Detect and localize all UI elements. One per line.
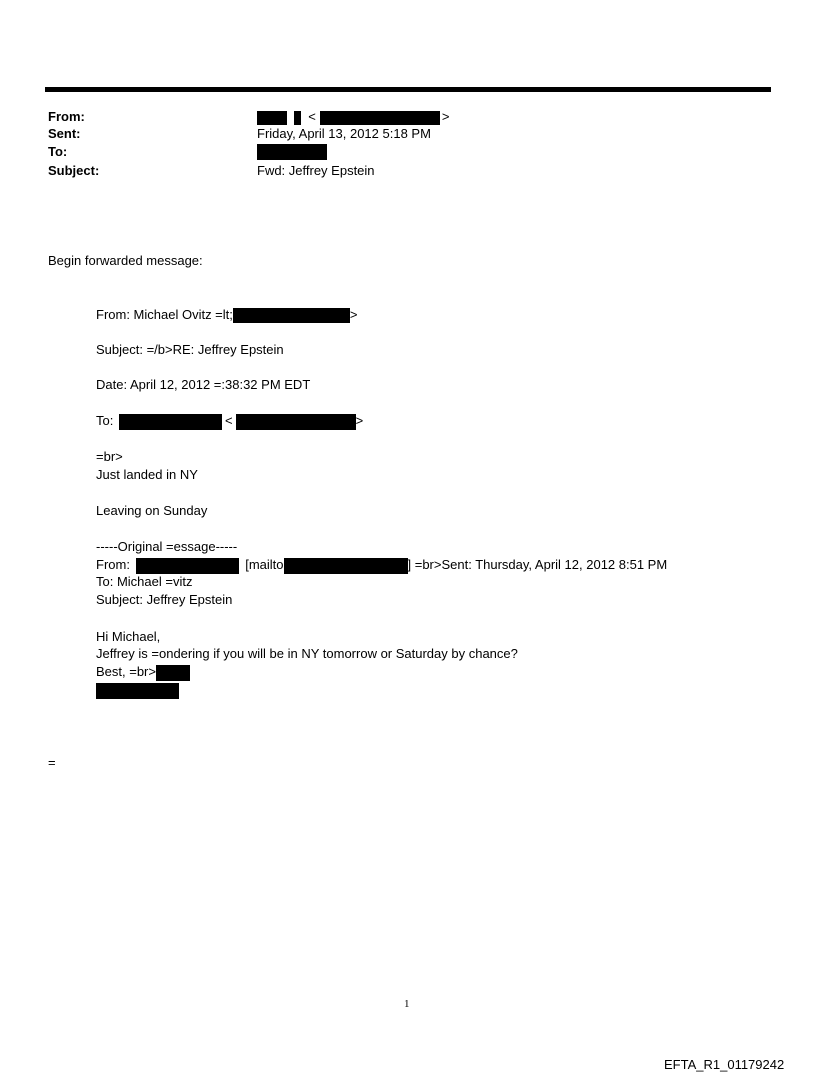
trailing-char: =: [48, 755, 56, 770]
redaction-block: [294, 111, 301, 125]
page-number: 1: [404, 998, 410, 1010]
from-lt: <: [308, 109, 316, 124]
from-gt: >: [441, 109, 450, 124]
header-rule: [45, 87, 771, 92]
from-label: From:: [48, 109, 85, 124]
fwd-to-gt: >: [355, 413, 364, 428]
orig-from-prefix: From:: [96, 557, 130, 572]
orig-from-line: [96, 557, 667, 574]
redaction-block: [96, 683, 179, 699]
closing-text: Best, =br>: [96, 664, 156, 679]
subject-value: Fwd: Jeffrey Epstein: [257, 163, 375, 178]
orig-mailto: [mailto: [245, 557, 284, 572]
sent-label: Sent:: [48, 126, 81, 141]
orig-to-line: To: Michael =vitz: [96, 574, 193, 589]
redaction-block: [119, 414, 222, 430]
redaction-block: [284, 558, 408, 574]
fwd-from-line: [96, 307, 357, 323]
to-value: [257, 143, 327, 160]
fwd-to-prefix: To:: [96, 413, 114, 428]
original-message-header: -----Original =essage-----: [96, 539, 238, 554]
redaction-block: [136, 558, 239, 574]
redaction-block: [257, 144, 327, 160]
fwd-subject-line: Subject: =/b>RE: Jeffrey Epstein: [96, 342, 284, 357]
sent-value: Friday, April 13, 2012 5:18 PM: [257, 126, 431, 141]
bates-number: EFTA_R1_01179242: [664, 1057, 785, 1072]
from-value: [257, 109, 449, 125]
redaction-block: [236, 414, 356, 430]
reply-line-2: Leaving on Sunday: [96, 503, 208, 518]
orig-subject-line: Subject: Jeffrey Epstein: [96, 592, 233, 607]
reply-line-1: Just landed in NY: [96, 467, 198, 482]
redaction-block: [233, 308, 350, 323]
greeting-line: Hi Michael,: [96, 629, 161, 644]
fwd-from-prefix: From: Michael Ovitz =lt;: [96, 307, 233, 322]
fwd-to-line: [96, 413, 363, 430]
closing-line: [96, 664, 190, 681]
message-line: Jeffrey is =ondering if you will be in NY tomorrow or Saturday by chance?: [96, 646, 518, 661]
redaction-block: [320, 111, 440, 125]
br-line: =br>: [96, 449, 123, 464]
redaction-block: [156, 665, 190, 681]
fwd-from-suffix: >: [349, 307, 358, 322]
to-label: To:: [48, 144, 68, 159]
fwd-to-lt: <: [224, 413, 233, 428]
orig-from-suffix: ] =br>Sent: Thursday, April 12, 2012 8:51 PM: [407, 557, 668, 572]
signature-line: [96, 682, 179, 699]
redaction-block: [257, 111, 287, 125]
subject-label: Subject:: [48, 163, 100, 178]
forward-intro: Begin forwarded message:: [48, 253, 203, 268]
fwd-date-line: Date: April 12, 2012 =:38:32 PM EDT: [96, 377, 311, 392]
